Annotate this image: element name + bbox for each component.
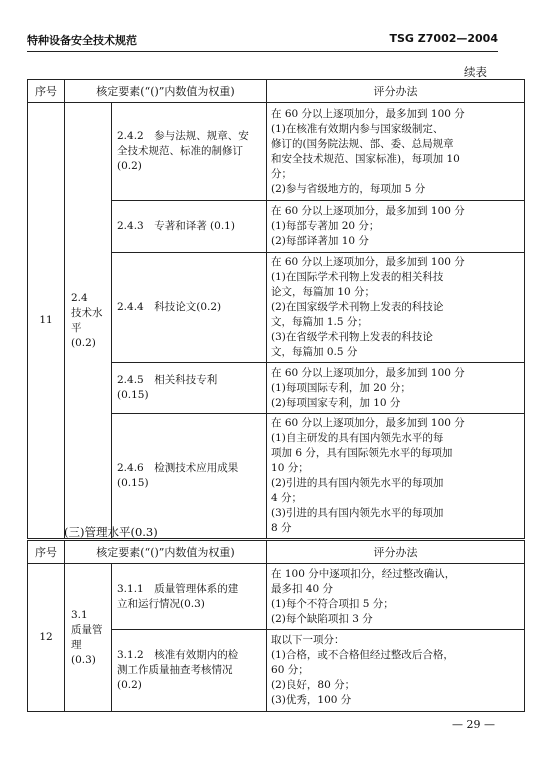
scoring-line: (1)在国际学术刊物上发表的相关科技 [271,271,444,283]
category-code: 2.4 [71,291,88,304]
scoring-line: (1)在核准有效期内参与国家级制定、 [271,122,444,135]
item-text: 3.1.2 核准有效期内的检 [117,649,239,661]
header-title: 特种设备安全技术规范 [27,34,137,47]
category-cell [65,103,112,539]
column-header-index: 序号 [28,80,65,103]
scoring-line: 和安全技术规范、国家标准)，每项加 10 [271,152,460,165]
scoring-line: 60 分； [271,664,309,676]
table-header-row [28,80,525,103]
table-header-row [28,541,525,564]
scoring-line: (2)每个缺陷项扣 3 分 [271,612,373,625]
scoring-line: (1)每项国际专利，加 20 分； [271,381,411,394]
table-row [28,103,525,201]
scoring-line: (2)良好，80 分； [271,679,356,691]
scoring-line: (2)每项国家专利，加 10 分 [271,396,401,409]
scoring-line: (1)每部专著加 20 分； [271,220,380,232]
scoring-line: (3)在省级学术刊物上发表的科技论 [271,331,433,343]
scoring-line: 分； [271,167,293,180]
category-name: 平 [71,321,82,334]
item-cell [112,630,267,712]
header-standard-code: TSG Z7002—2004 [389,32,498,45]
scoring-cell [267,414,525,539]
item-cell [112,414,267,539]
category-name: 理 [71,638,82,651]
scoring-line: 10 分； [271,462,309,474]
assessment-table-technical-level [27,79,525,539]
column-header-factor: 核定要素(“()”内数值为权重) [65,80,267,103]
scoring-line: 4 分； [271,492,303,504]
page-number: — 29 — [452,718,495,731]
scoring-line: 修订的(国务院法规、部、委、总局规章 [271,137,454,150]
scoring-cell [267,103,525,201]
item-text: (0.15) [117,477,149,489]
item-text: 2.4.2 参与法规、规章、安 [117,130,249,142]
scoring-line: 项加 6 分，具有国际领先水平的每项加 [271,447,453,459]
item-text: (0.2) [117,679,142,691]
scoring-line: 在 60 分以上逐项加分，最多加到 100 分 [271,107,465,120]
category-cell [65,564,112,712]
category-weight: (0.2) [71,336,96,349]
category-weight: (0.3) [71,653,96,666]
section-label-management: (三)管理水平(0.3) [64,525,158,539]
scoring-line: 在 60 分以上逐项加分，最多加到 100 分 [271,366,465,379]
item-text: 立和运行情况(0.3) [117,597,205,610]
item-cell [112,253,267,363]
scoring-cell [267,253,525,363]
scoring-line: (2)每部译著加 10 分 [271,235,369,247]
item-cell [112,564,267,630]
item-text: 2.4.4 科技论文(0.2) [117,301,222,313]
scoring-line: 文，每篇加 1.5 分； [271,316,368,328]
item-text: 全技术规范、标准的制修订 [117,145,243,157]
scoring-line: 在 100 分中逐项扣分，经过整改确认， [271,567,456,580]
scoring-line: (1)自主研发的具有国内领先水平的每 [271,432,444,444]
scoring-cell [267,363,525,414]
scoring-line: 取以下一项分： [271,634,345,646]
item-cell [112,201,267,253]
scoring-line: (3)优秀，100 分 [271,694,352,706]
item-cell [112,103,267,201]
continued-label: 续表 [464,65,487,79]
scoring-line: 8 分 [271,522,292,534]
assessment-table-management-level [27,540,525,712]
scoring-line: (1)每个不符合项扣 5 分； [271,597,394,610]
scoring-line: (2)引进的具有国内领先水平的每项加 [271,477,444,489]
row-index: 12 [28,564,65,712]
item-text: 2.4.3 专著和译著 (0.1) [117,220,235,232]
scoring-line: (1)合格，或不合格但经过整改后合格， [271,649,454,661]
scoring-line: 在 60 分以上逐项加分，最多加到 100 分 [271,417,465,429]
item-text: 测工作质量抽查考核情况 [117,664,233,676]
scoring-cell [267,630,525,712]
row-index: 11 [28,103,65,539]
scoring-line: 文，每篇加 0.5 分 [271,346,358,358]
item-text: (0.2) [117,160,142,172]
column-header-factor: 核定要素(“()”内数值为权重) [65,541,267,564]
scoring-line: 论文，每篇加 10 分； [271,286,376,298]
item-text: (0.15) [117,389,149,401]
column-header-index: 序号 [28,541,65,564]
scoring-line: 在 60 分以上逐项加分，最多加到 100 分 [271,205,465,217]
scoring-line: (2)参与省级地方的，每项加 5 分 [271,182,426,195]
item-text: 3.1.1 质量管理体系的建 [117,582,239,595]
scoring-line: (2)在国家级学术刊物上发表的科技论 [271,301,444,313]
scoring-cell [267,564,525,630]
column-header-scoring: 评分办法 [267,80,525,103]
column-header-scoring: 评分办法 [267,541,525,564]
scoring-line: 最多扣 40 分 [271,582,334,595]
header-rule [27,51,498,52]
scoring-cell [267,201,525,253]
table-row [28,564,525,630]
category-code: 3.1 [71,608,88,621]
item-text: 2.4.5 相关科技专利 [117,374,218,386]
item-cell [112,363,267,414]
scoring-line: (3)引进的具有国内领先水平的每项加 [271,507,444,519]
item-text: 2.4.6 检测技术应用成果 [117,462,239,474]
scoring-line: 在 60 分以上逐项加分，最多加到 100 分 [271,256,465,268]
category-name: 质量管 [71,623,103,636]
category-name: 技术水 [71,306,103,319]
